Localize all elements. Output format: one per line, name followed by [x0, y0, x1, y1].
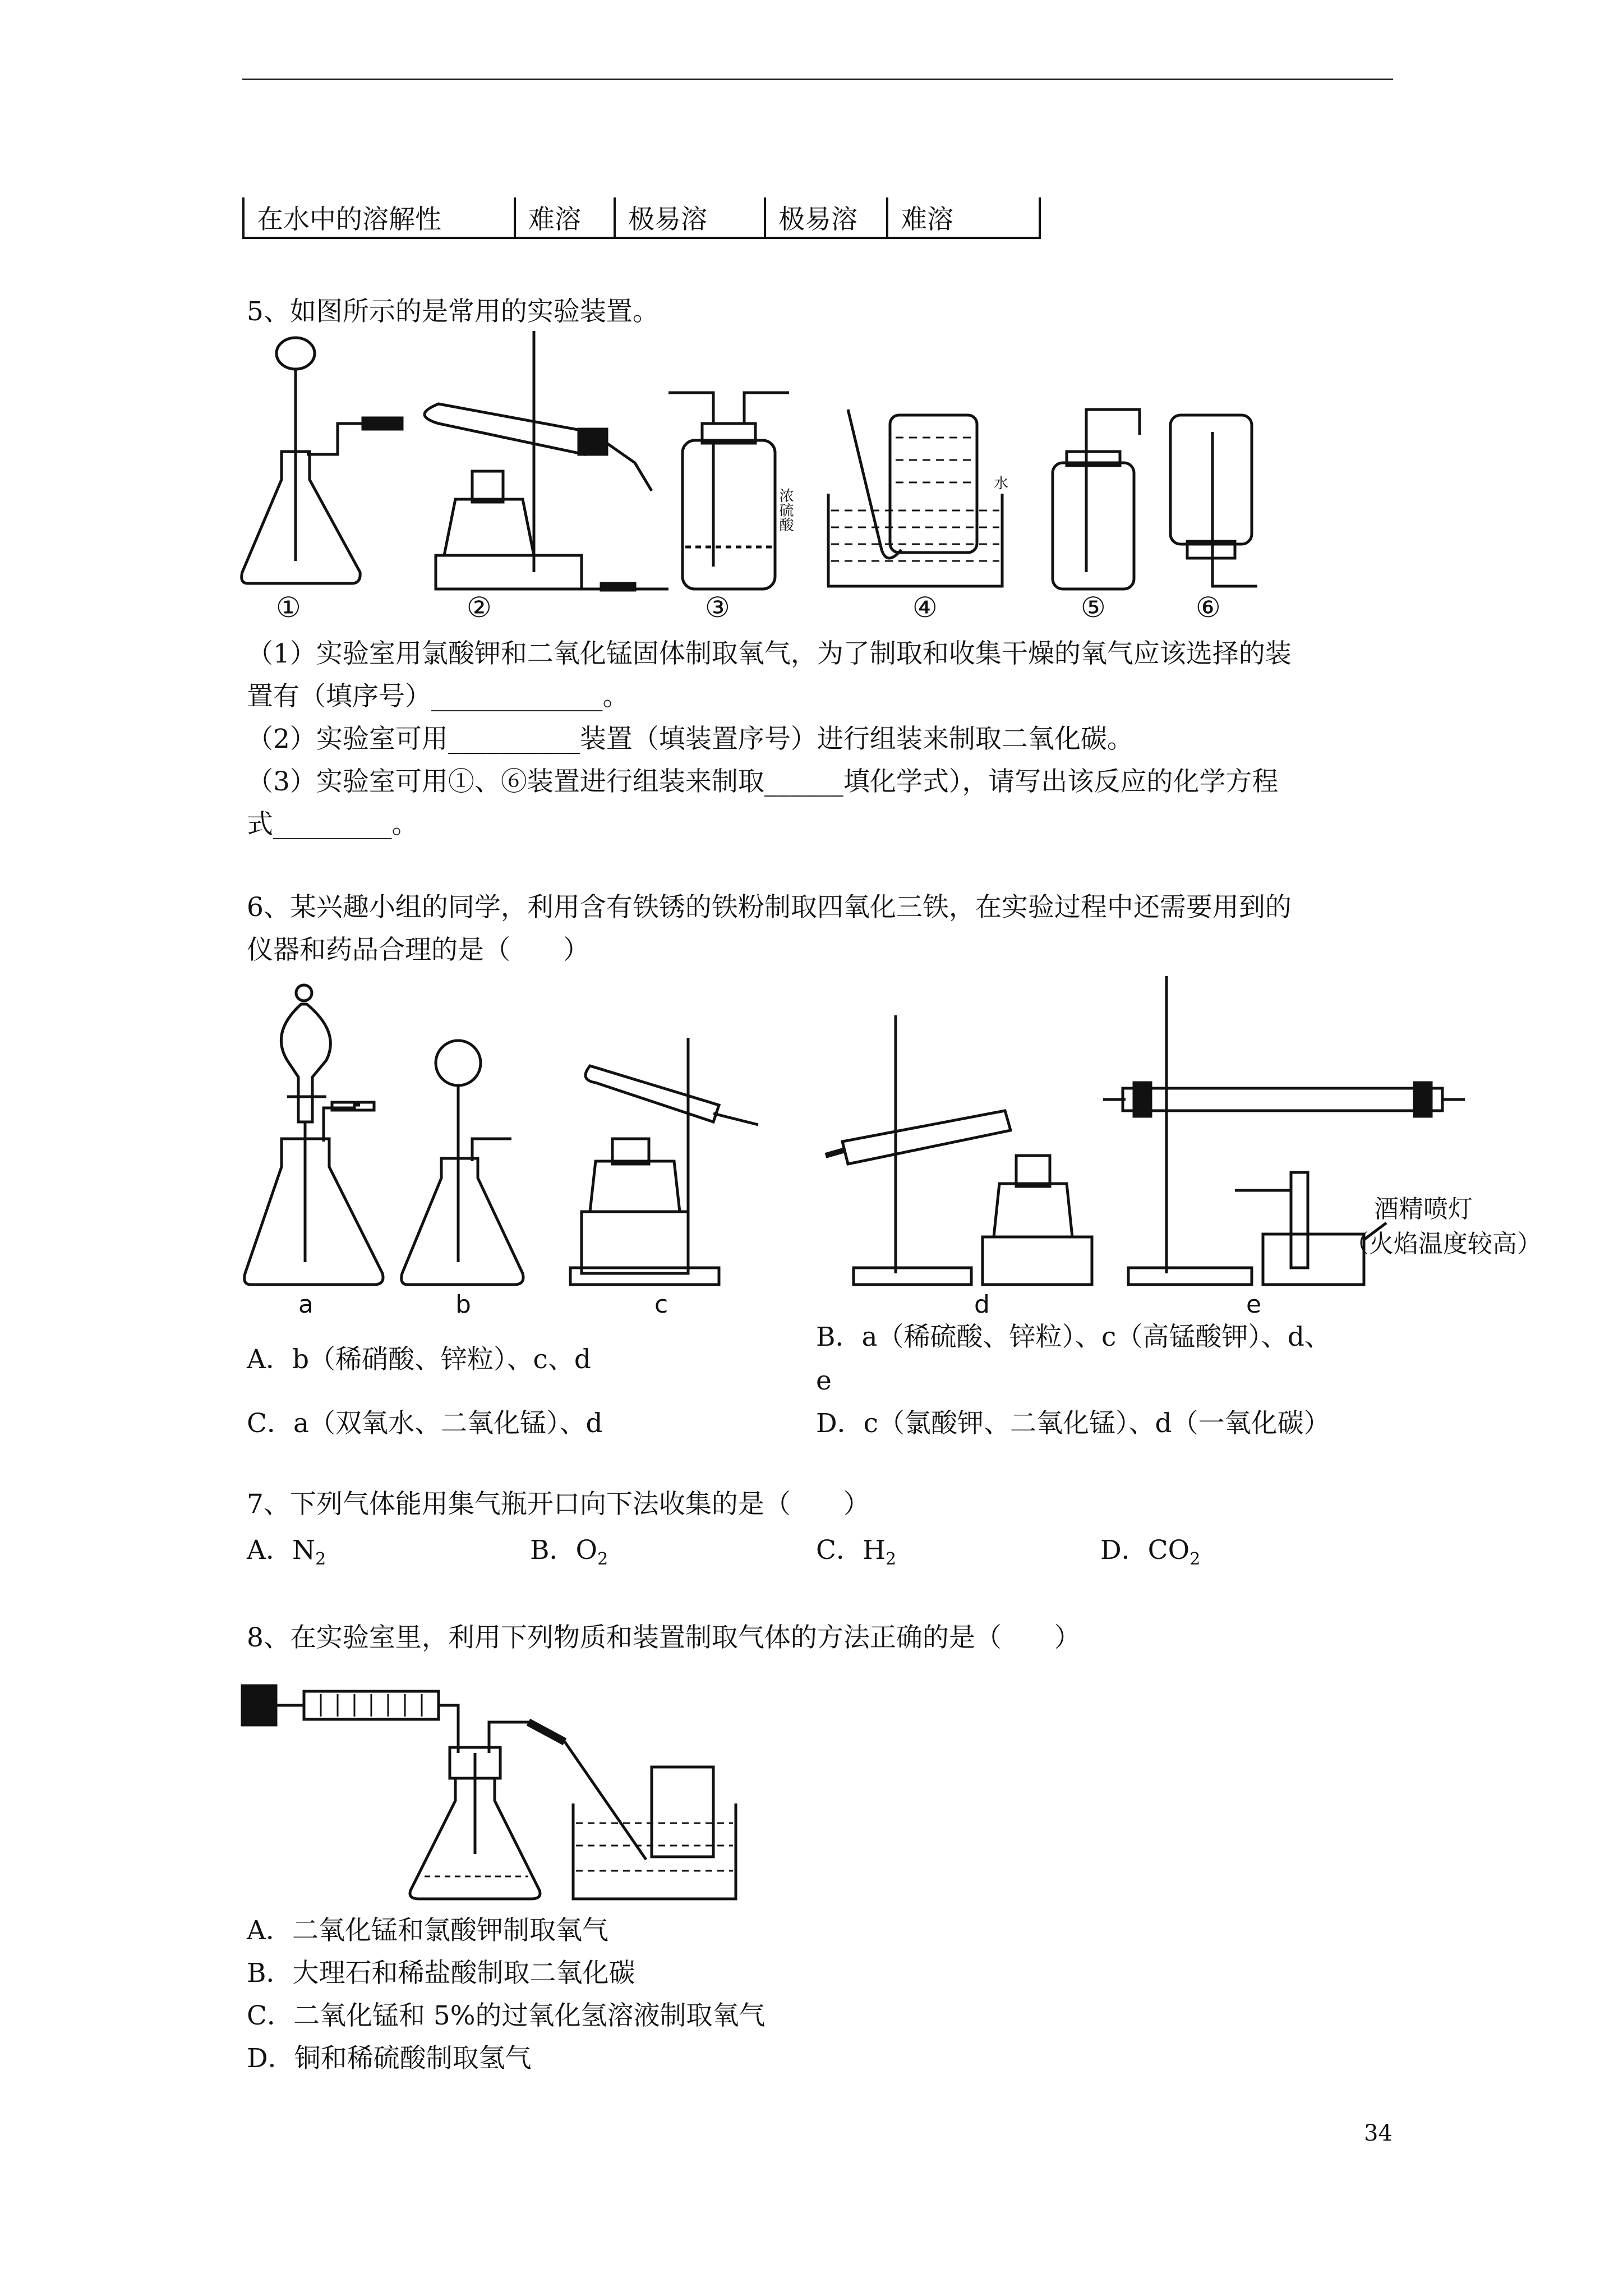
fig-label: e: [1246, 1290, 1262, 1319]
q8-option-d: D．铜和稀硫酸制取氢气: [247, 2043, 532, 2074]
q8-title: 8、在实验室里，利用下列物质和装置制取气体的方法正确的是（ ）: [247, 1622, 1081, 1653]
q7-option-c: C．$H_2$: [816, 1535, 897, 1569]
apparatus-6: [1170, 415, 1257, 586]
q6-apparatus-figure: [242, 970, 1542, 1319]
apparatus-c: [570, 1038, 758, 1285]
fig-label: ⑤: [1081, 591, 1106, 624]
syringe: [242, 1686, 458, 1753]
q6-option-b-cont: e: [816, 1365, 832, 1396]
q7-title: 7、下列气体能用集气瓶开口向下法收集的是（ ）: [247, 1489, 870, 1520]
fig-label: d: [974, 1290, 990, 1319]
figure-text-water: 水: [994, 475, 1009, 492]
q5-title: 5、如图所示的是常用的实验装置。: [247, 296, 659, 327]
q6-option-a: A．b（稀硝酸、锌粒）、c、d: [247, 1344, 591, 1375]
apparatus-5: [1053, 409, 1140, 589]
fig-label: b: [455, 1290, 471, 1319]
q8-apparatus-figure: [242, 1669, 764, 1910]
q6-option-d: D．c（氯酸钾、二氧化锰）、d（一氧化碳）: [816, 1408, 1330, 1439]
lamp-label: 酒精喷灯: [1374, 1195, 1473, 1223]
water-trough: [573, 1767, 736, 1899]
fig-label: ④: [912, 591, 938, 624]
q5-sub3-line1: （3）实验室可用①、⑥装置进行组装来制取______填化学式），请写出该反应的化学方程: [247, 766, 1279, 797]
fig-label: ①: [276, 591, 301, 624]
table-cell: 难溶: [515, 197, 615, 238]
q6-option-c: C．a（双氧水、二氧化锰）、d: [247, 1408, 603, 1439]
q5-sub1-line2: 置有（填序号）_____________。: [247, 681, 629, 712]
fig-label: ⑥: [1196, 591, 1221, 624]
table-cell: 极易溶: [765, 197, 887, 238]
table-row-label: 在水中的溶解性: [243, 197, 515, 238]
apparatus-d: [826, 1015, 1092, 1285]
q8-option-c: C．二氧化锰和 5%的过氧化氢溶液制取氧气: [247, 2000, 766, 2031]
conical-flask: [410, 1722, 646, 1899]
apparatus-a: [245, 985, 383, 1285]
q7-option-b: B．$O_2$: [530, 1535, 608, 1569]
q5-sub3-line2: 式_________。: [247, 809, 418, 840]
fig-label: c: [654, 1290, 668, 1319]
q7-option-a: A．$N_2$: [247, 1535, 326, 1569]
q6-title-line1: 6、某兴趣小组的同学，利用含有铁锈的铁粉制取四氧化三铁，在实验过程中还需要用到的: [247, 892, 1292, 923]
apparatus-3: [668, 393, 789, 589]
apparatus-b: [402, 1041, 523, 1285]
apparatus-2: [425, 331, 668, 590]
q5-apparatus-figure: [242, 325, 1308, 639]
fig-label: ②: [467, 591, 492, 624]
q5-sub1-line1: （1）实验室用氯酸钾和二氧化锰固体制取氧气，为了制取和收集干燥的氧气应该选择的装: [247, 638, 1292, 669]
table-cell: 极易溶: [615, 197, 765, 238]
apparatus-1: [242, 338, 402, 583]
apparatus-4: [828, 409, 1002, 586]
q7-option-d: D．$CO_2$: [1100, 1535, 1201, 1569]
page-number: 34: [1364, 2120, 1393, 2146]
figure-text-acid: 浓硫酸: [777, 488, 794, 532]
table-row: [243, 197, 1040, 238]
lamp-label-note: （火焰温度较高）: [1344, 1230, 1542, 1258]
fig-label: a: [298, 1290, 313, 1319]
fig-label: ③: [705, 591, 730, 624]
q6-option-b: B．a（稀硫酸、锌粒）、c（高锰酸钾）、d、: [816, 1322, 1331, 1352]
q8-option-b: B．大理石和稀盐酸制取二氧化碳: [247, 1958, 635, 1989]
q8-option-a: A．二氧化锰和氯酸钾制取氧气: [247, 1915, 608, 1946]
table-cell: 难溶: [887, 197, 1040, 238]
header-rule: [242, 79, 1393, 80]
solubility-table: [242, 197, 1041, 239]
q5-sub2: （2）实验室可用__________装置（填装置序号）进行组装来制取二氧化碳。: [247, 724, 1133, 754]
q6-title-line2: 仪器和药品合理的是（ ）: [247, 935, 589, 965]
